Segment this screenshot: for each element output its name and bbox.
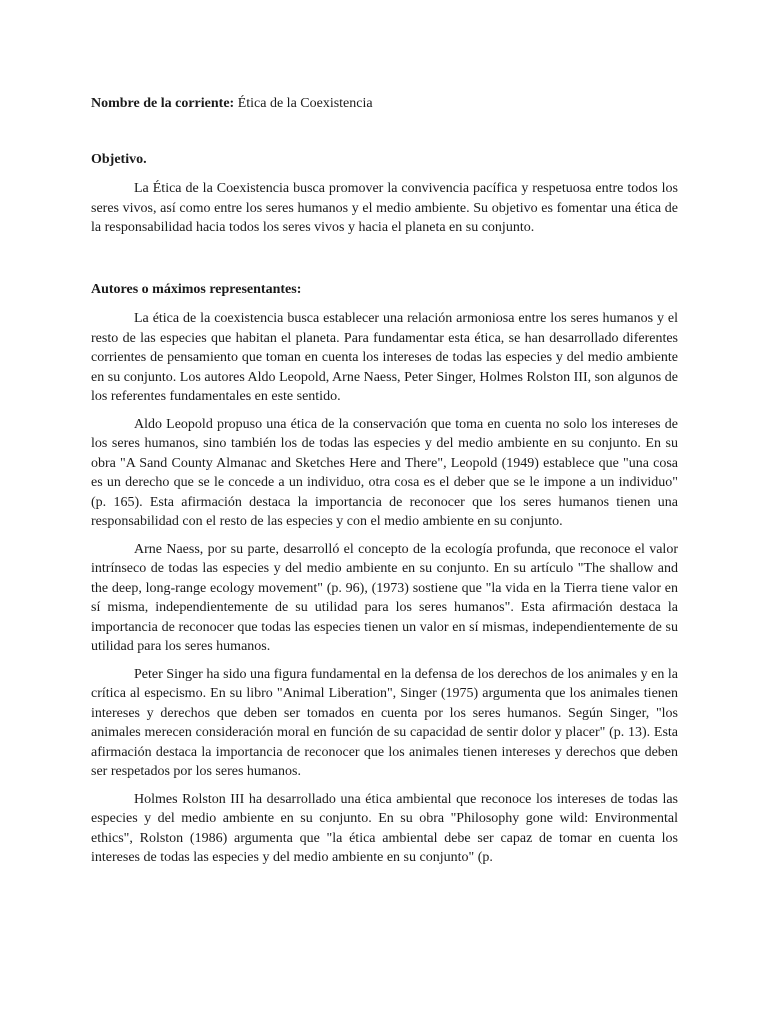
- authors-title: Autores o máximos representantes:: [91, 281, 302, 297]
- spacer: [91, 657, 678, 665]
- singer-paragraph: Peter Singer ha sido una figura fundamental en la defensa de los derechos de los animales y en la crítica al especismo. En su libro "Animal Liberation", Singer (1975) argumenta que los animales tienen intereses y derechos que deben ser tomados en cuenta por los seres humanos. Según Singer, "los animales merecen consideración moral en función de su capacidad de sentir dolor y placer" (p. 13). Esta afirmación destaca la importancia de reconocer que los animales tienen intereses y derechos que deben ser respetados por los seres humanos.: [91, 666, 678, 779]
- objective-title: Objetivo.: [91, 151, 147, 167]
- spacer: [91, 407, 678, 415]
- spacer: [91, 299, 678, 309]
- spacer: [91, 114, 678, 150]
- spacer: [91, 169, 678, 179]
- current-name-line: [91, 94, 678, 114]
- leopold-paragraph: Aldo Leopold propuso una ética de la conservación que toma en cuenta no solo los intereses de los seres humanos, sino también los de todas las especies y del medio ambiente en su conjunto. En su obra "A Sand County Almanac and Sketches Here and There", Leopold (1949) establece que "una cosa es un derecho que se le concede a un individuo, otra cosa es el deber que se le impone a un individuo" (p. 165). Esta afirmación destaca la importancia de reconocer que los seres humanos tienen una responsabilidad con el resto de las especies y con el medio ambiente en su conjunto.: [91, 416, 678, 529]
- spacer: [91, 532, 678, 540]
- naess-paragraph: Arne Naess, por su parte, desarrolló el concepto de la ecología profunda, que reconoce el valor intrínseco de todas las especies y del medio ambiente en su conjunto. En su artículo "The shallow and the deep, long-range ecology movement" (p. 96), (1973) sostiene que "la vida en la Tierra tiene valor en sí misma, independientemente de su utilidad para los seres humanos". Esta afirmación destaca la importancia de reconocer que todas las especies tienen un valor en sí mismas, independientemente de su utilidad para los seres humanos.: [91, 541, 678, 654]
- current-name-label: Nombre de la corriente:: [91, 96, 235, 111]
- rolston-paragraph: Holmes Rolston III ha desarrollado una ética ambiental que reconoce los intereses de todas las especies y del medio ambiente en su conjunto. En su obra "Philosophy gone wild: Environmental ethics", Rolston (1986) argumenta que "la ética ambiental debe ser capaz de tomar en cuenta los intereses de todas las especies y del medio ambiente en su conjunto" (p.: [91, 791, 678, 865]
- current-name-value: Ética de la Coexistencia: [237, 96, 373, 111]
- authors-intro-paragraph: La ética de la coexistencia busca establecer una relación armoniosa entre los seres humanos y el resto de las especies que habitan el planeta. Para fundamentar esta ética, se han desarrollado diferentes corrientes de pensamiento que toman en cuenta los intereses de todas las especies y del medio ambiente en su conjunto. Los autores Aldo Leopold, Arne Naess, Peter Singer, Holmes Rolston III, son algunos de los referentes fundamentales en este sentido.: [91, 311, 678, 404]
- spacer: [91, 782, 678, 790]
- spacer: [91, 238, 678, 280]
- objective-paragraph: La Ética de la Coexistencia busca promover la convivencia pacífica y respetuosa entre todos los seres vivos, así como entre los seres humanos y el medio ambiente. Su objetivo es fomentar una ética de la responsabilidad hacia todos los seres vivos y hacia el planeta en su conjunto.: [91, 181, 678, 235]
